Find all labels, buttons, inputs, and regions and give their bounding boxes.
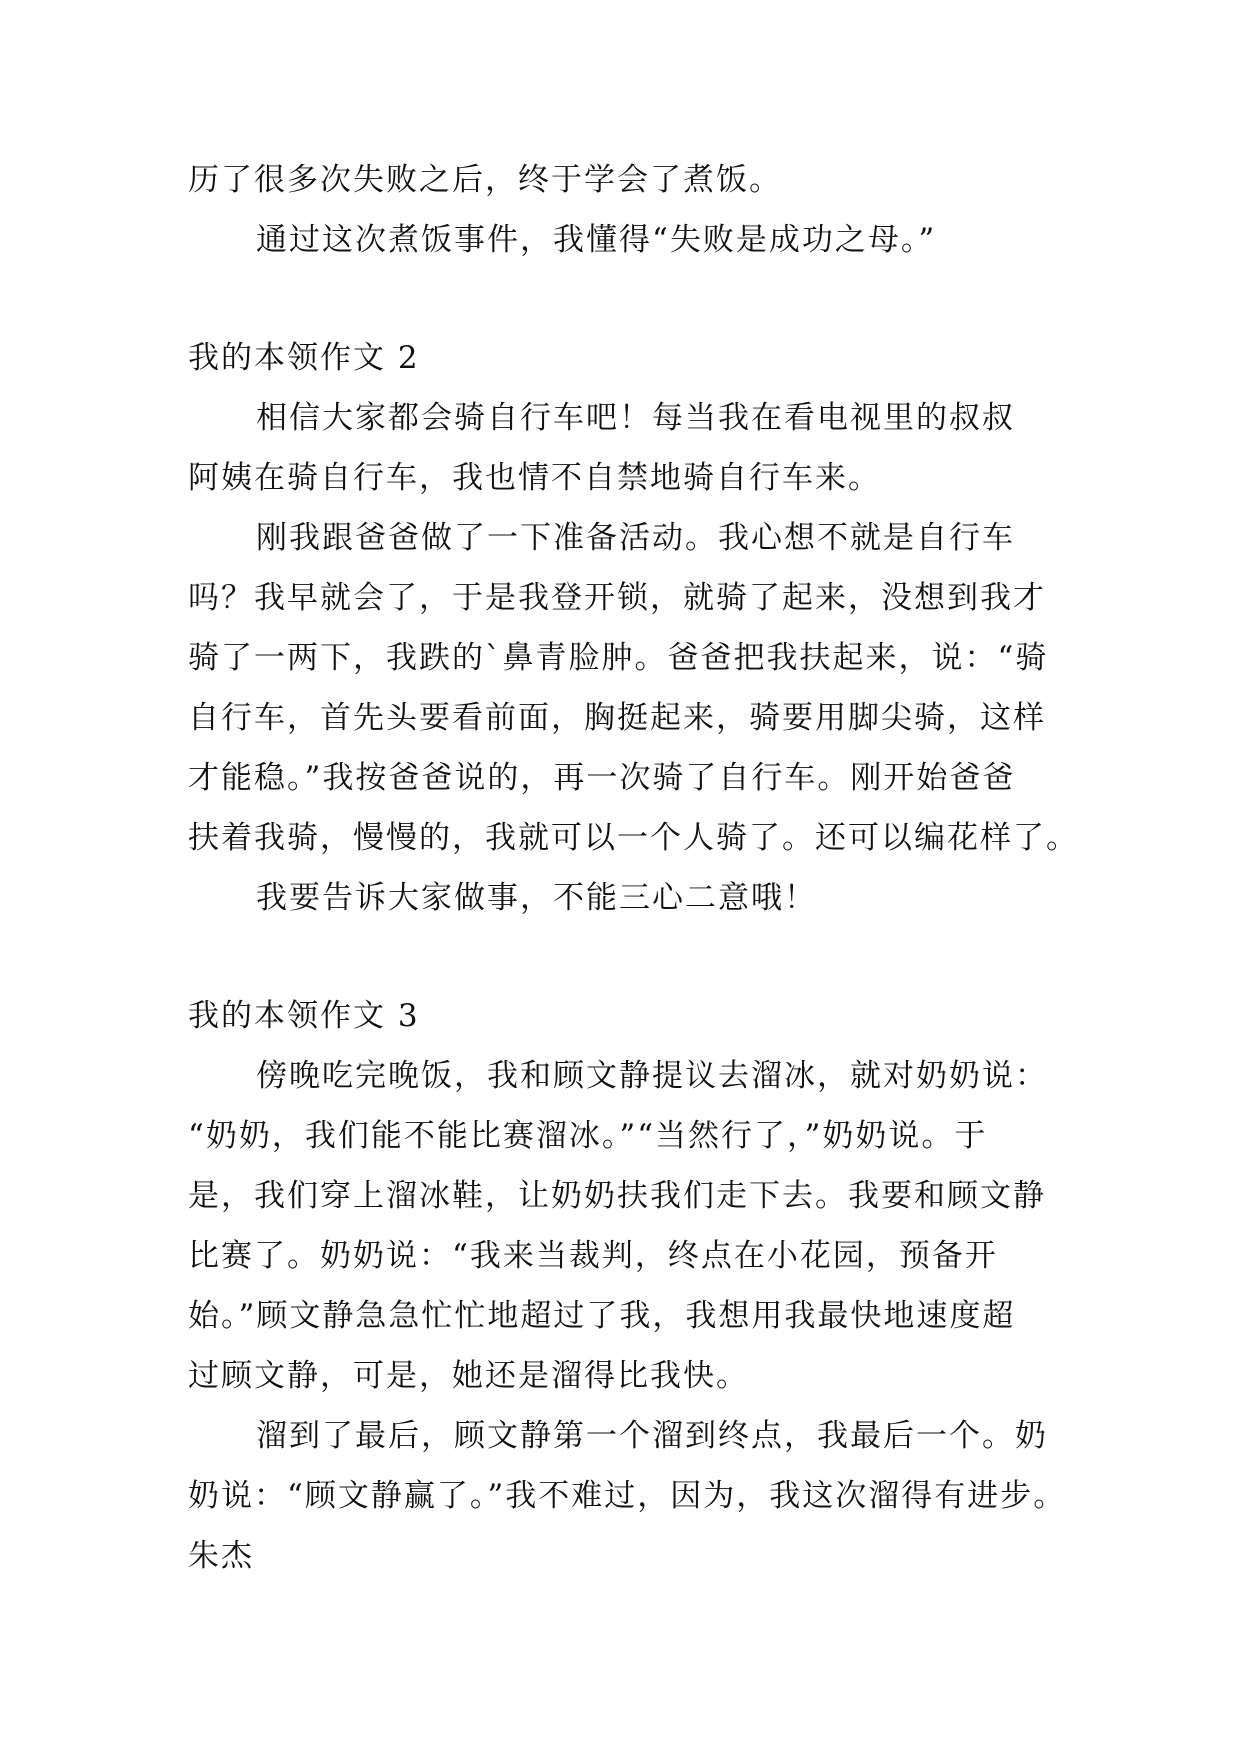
text-line: 溜到了最后，顾文静第一个溜到终点，我最后一个。奶 <box>256 1418 1048 1454</box>
intro-paragraph <box>188 150 1058 270</box>
text-line: 是，我们穿上溜冰鞋，让奶奶扶我们走下去。我要和顾文静 <box>188 1178 1046 1214</box>
text-line: 傍晚吃完晚饭，我和顾文静提议去溜冰，就对奶奶说： <box>256 1058 1048 1094</box>
document-page <box>188 150 1079 1586</box>
essay-title: 我的本领作文 2 <box>188 340 420 376</box>
paragraph-gap <box>188 928 1058 986</box>
text-line: 比赛了。奶奶说：“我来当裁判，终点在小花园，预备开 <box>188 1238 998 1274</box>
text-line: 相信大家都会骑自行车吧！每当我在看电视里的叔叔 <box>256 400 1015 436</box>
essay-paragraph <box>188 1046 1058 1406</box>
essay-paragraph <box>188 1406 1067 1586</box>
essay-paragraph <box>188 508 1079 868</box>
text-line: 始。”顾文静急急忙忙地超过了我，我想用我最快地速度超 <box>188 1298 1016 1334</box>
essay-paragraph <box>188 388 1058 508</box>
text-line: 吗？我早就会了，于是我登开锁，就骑了起来，没想到我才 <box>188 580 1046 616</box>
text-line: 骑了一两下，我跌的`鼻青脸肿。爸爸把我扶起来，说：“骑 <box>188 640 1049 676</box>
text-line: 才能稳。”我按爸爸说的，再一次骑了自行车。刚开始爸爸 <box>188 760 1016 796</box>
text-line: 奶说：“顾文静赢了。”我不难过，因为，我这次溜得有进步。 <box>188 1478 1067 1514</box>
text-line: 我要告诉大家做事，不能三心二意哦！ <box>256 880 817 916</box>
text-line: 阿姨在骑自行车，我也情不自禁地骑自行车来。 <box>188 460 881 496</box>
text-line: 自行车，首先头要看前面，胸挺起来，骑要用脚尖骑，这样 <box>188 700 1046 736</box>
text-line: 扶着我骑，慢慢的，我就可以一个人骑了。还可以编花样了。 <box>188 820 1079 856</box>
essay-paragraph <box>188 868 1058 928</box>
text-line: 刚我跟爸爸做了一下准备活动。我心想不就是自行车 <box>256 520 1015 556</box>
essay-2 <box>188 328 1079 928</box>
text-line: 历了很多次失败之后，终于学会了煮饭。 <box>188 162 782 198</box>
text-line: 通过这次煮饭事件，我懂得“失败是成功之母。” <box>256 222 937 258</box>
paragraph-gap <box>188 270 1058 328</box>
author-name: 朱杰 <box>188 1538 254 1574</box>
essay-title: 我的本领作文 3 <box>188 998 420 1034</box>
text-line: 过顾文静，可是，她还是溜得比我快。 <box>188 1358 749 1394</box>
text-line: “奶奶，我们能不能比赛溜冰。”“当然行了，”奶奶说。于 <box>188 1118 988 1154</box>
essay-3 <box>188 986 1067 1586</box>
